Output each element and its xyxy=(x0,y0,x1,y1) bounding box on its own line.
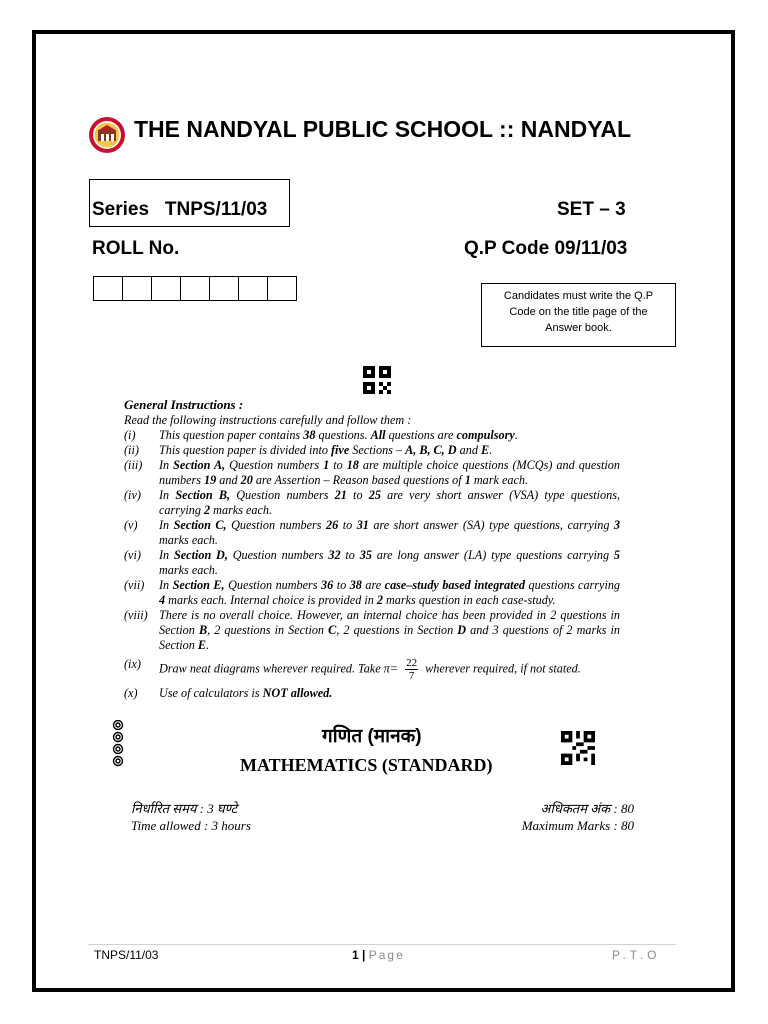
instruction-item xyxy=(124,578,620,608)
roll-number-box xyxy=(122,276,152,301)
instruction-item xyxy=(124,518,620,548)
footer-page xyxy=(352,948,405,962)
footer-divider xyxy=(88,944,676,945)
set-label: SET – 3 xyxy=(557,199,626,220)
instruction-item xyxy=(124,428,620,443)
instruction-item xyxy=(124,548,620,578)
roll-number-box xyxy=(267,276,297,301)
instruction-text: Draw neat diagrams wherever required. Take π= $\frac{22}{7}$ wherever required, if not stated. xyxy=(159,657,581,682)
instructions-list xyxy=(124,428,620,701)
instruction-number: (iii) xyxy=(124,458,143,472)
footer-series: TNPS/11/03 xyxy=(94,948,159,962)
roll-number-box xyxy=(209,276,239,301)
roll-number-box xyxy=(180,276,210,301)
candidate-note: Candidates must write the Q.P Code on the title page of the Answer book. xyxy=(481,283,676,347)
time-allowed: Time allowed : 3 hours xyxy=(131,818,251,833)
roll-number-box xyxy=(151,276,181,301)
school-name: THE NANDYAL PUBLIC SCHOOL :: NANDYAL xyxy=(134,116,632,142)
instruction-text: In Section D, Question numbers 32 to 35 are long answer (LA) type questions carrying 5 marks each. xyxy=(159,548,620,577)
instruction-item xyxy=(124,686,620,701)
instruction-number: (ix) xyxy=(124,657,141,671)
maximum-marks-hindi: अधिकतम अंक : 80 xyxy=(540,801,634,816)
instruction-item xyxy=(124,443,620,458)
school-logo xyxy=(88,116,126,154)
page-separator: | xyxy=(358,948,369,962)
instruction-text: This question paper contains 38 questions. All questions are compulsory. xyxy=(159,428,518,442)
instruction-number: (vi) xyxy=(124,548,141,562)
instruction-item xyxy=(124,488,620,518)
time-allowed-hindi: निर्धारित समय : 3 घण्टे xyxy=(131,801,238,816)
instruction-text: Use of calculators is NOT allowed. xyxy=(159,686,333,700)
qp-code-label: Q.P Code 09/11/03 xyxy=(464,238,628,259)
page-number: 1 xyxy=(352,948,359,962)
instructions-title: General Instructions : xyxy=(124,397,244,412)
roll-number-boxes xyxy=(93,276,296,301)
instruction-item xyxy=(124,608,620,653)
instruction-text: There is no overall choice. However, an internal choice has been provided in 2 questions in Section B, 2 questions in Section C, 2 questions in Section D and 3 questions of 2 marks in Section E. xyxy=(159,608,620,652)
instruction-text: In Section A, Question numbers 1 to 18 are multiple choice questions (MCQs) and question numbers 19 and 20 are Assertion – Reason based questions of 1 mark each. xyxy=(159,458,620,487)
instructions-intro: Read the following instructions carefully and follow them : xyxy=(124,413,412,427)
instruction-number: (i) xyxy=(124,428,136,442)
roll-number-box xyxy=(238,276,268,301)
instruction-text: In Section C, Question numbers 26 to 31 are short answer (SA) type questions, carrying 3 marks each. xyxy=(159,518,620,547)
instruction-number: (ii) xyxy=(124,443,139,457)
roll-number-box xyxy=(93,276,123,301)
footer-pto: P.T.O xyxy=(612,948,661,962)
instruction-number: (vii) xyxy=(124,578,145,592)
instruction-number: (iv) xyxy=(124,488,141,502)
instruction-text: This question paper is divided into five Sections – A, B, C, D and E. xyxy=(159,443,493,457)
series-label: Series TNPS/11/03 xyxy=(92,199,268,220)
page-label: Page xyxy=(368,948,405,962)
spiral-decoration-icon xyxy=(111,720,125,768)
instruction-text: In Section E, Question numbers 36 to 38 are case–study based integrated questions carrying 4 marks each. Internal choice is provided in 2 marks question in each case-study. xyxy=(159,578,621,607)
roll-number-label: ROLL No. xyxy=(92,238,180,259)
instruction-item xyxy=(124,657,620,682)
instruction-item xyxy=(124,458,620,488)
maximum-marks: Maximum Marks : 80 xyxy=(521,818,634,833)
qr-code-icon xyxy=(363,366,391,394)
instruction-number: (x) xyxy=(124,686,138,700)
instruction-number: (viii) xyxy=(124,608,148,622)
subject-title: MATHEMATICS (STANDARD) xyxy=(240,755,493,775)
qr-code-icon xyxy=(561,731,595,765)
instruction-number: (v) xyxy=(124,518,138,532)
general-instructions xyxy=(124,397,620,701)
instruction-text: In Section B, Question numbers 21 to 25 are very short answer (VSA) type questions, carrying 2 marks each. xyxy=(159,488,620,517)
subject-title-hindi: गणित (मानक) xyxy=(322,726,422,747)
